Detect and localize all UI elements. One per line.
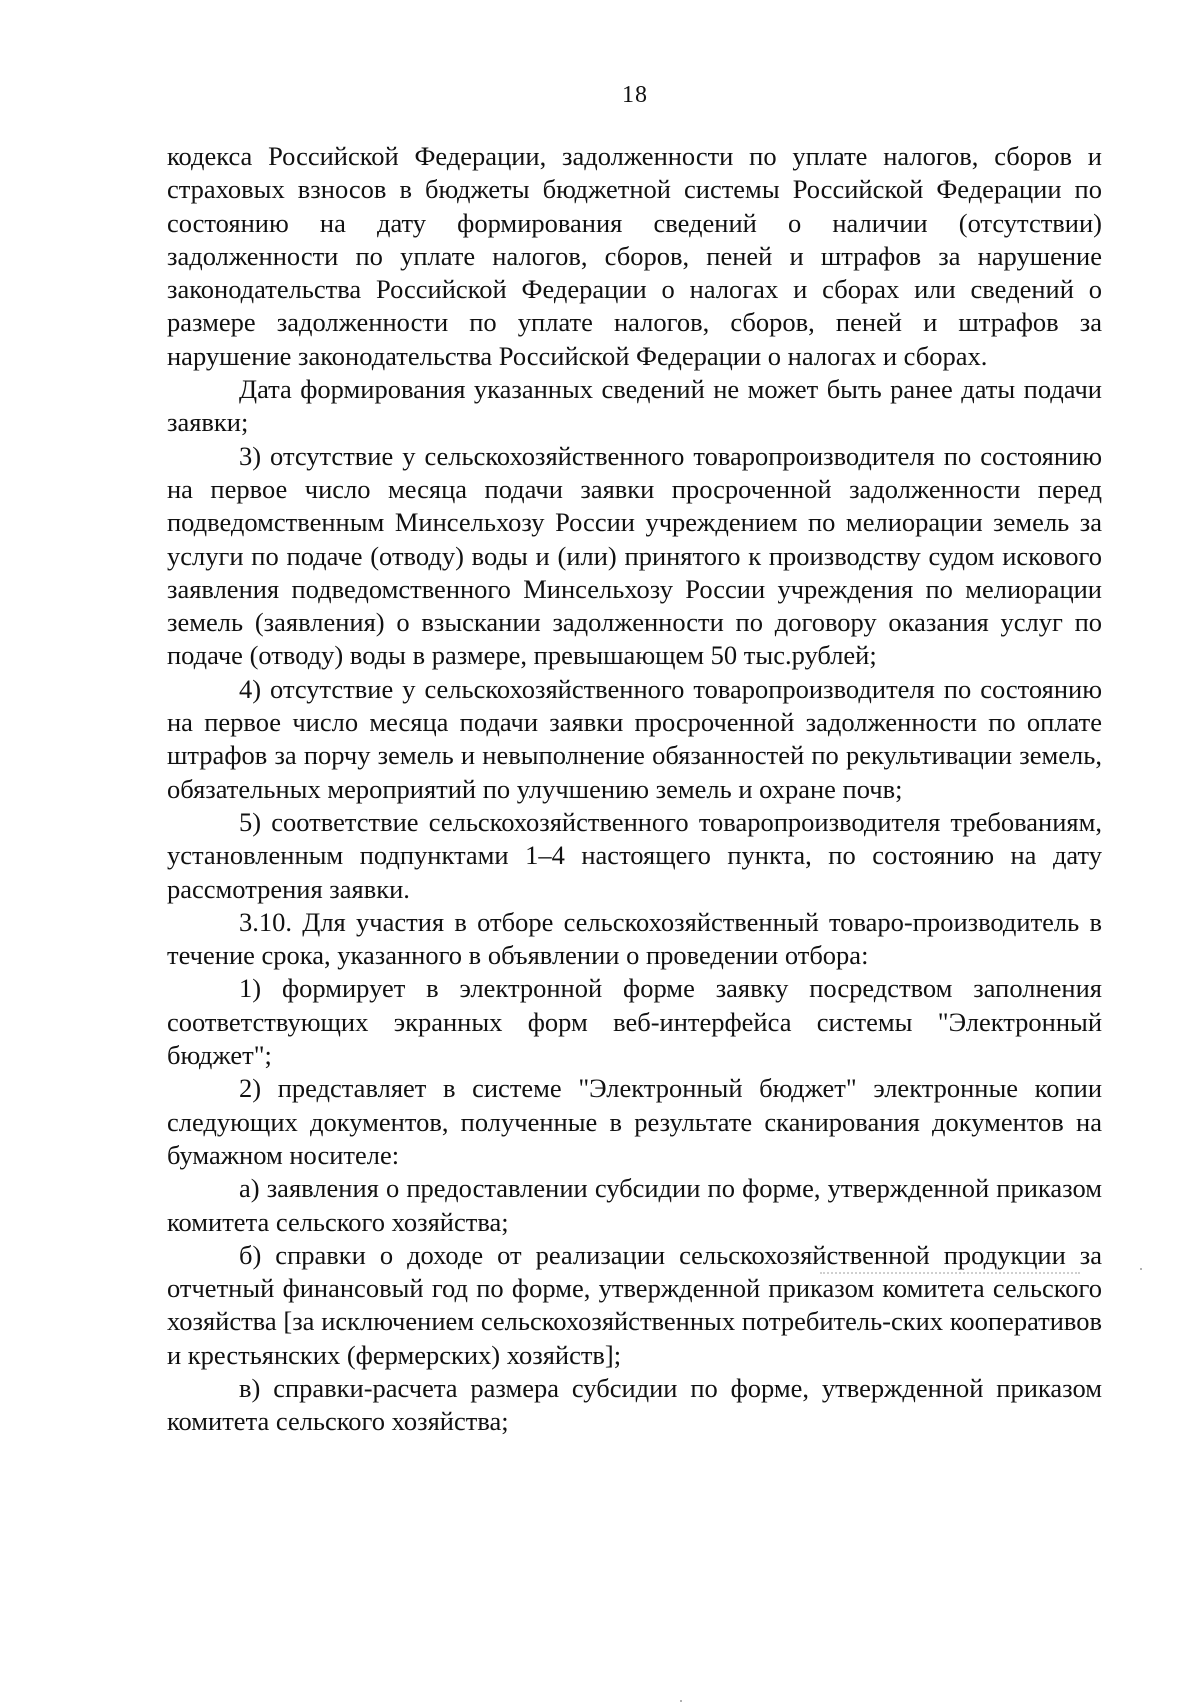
- scan-artifact-dot: [680, 1700, 682, 1702]
- paragraph-subitem-2: 2) представляет в системе "Электронный бюджет" электронные копии следующих документов, полученные в результате сканирования документов на бумажном носителе:: [167, 1073, 1102, 1170]
- paragraph-item-4: 4) отсутствие у сельскохозяйственного товаропроизводителя по состоянию на первое число месяца подачи заявки просроченной задолженности по оплате штрафов за порчу земель и невыполнение обязанностей по рекультивации земель, обязательных мероприятий по улучшению земель и охране почв;: [167, 673, 1102, 804]
- document-body: [167, 140, 1102, 1439]
- paragraph-subitem-a: а) заявления о предоставлении субсидии по форме, утвержденной приказом комитета сельского хозяйства;: [167, 1173, 1102, 1237]
- scan-artifact-dot: [1140, 1268, 1142, 1270]
- paragraph-tax-debt: кодекса Российской Федерации, задолженности по уплате налогов, сборов и страховых взносов в бюджеты бюджетной системы Российской Федерации по состоянию на дату формирования сведений о наличии (отсутствии) задолженности по уплате налогов, сборов, пеней и штрафов за нарушение законодательства Российской Федерации о налогах и сборах или сведений о размере задолженности по уплате налогов, сборов, пеней и штрафов за нарушение законодательства Российской Федерации о налогах и сборах.: [167, 141, 1102, 371]
- paragraph-subitem-1: 1) формирует в электронной форме заявку посредством заполнения соответствующих экранных форм веб-интерфейса системы "Электронный бюджет";: [167, 973, 1102, 1071]
- scan-artifact-line: [820, 1272, 1080, 1276]
- paragraph-item-5: 5) соответствие сельскохозяйственного товаропроизводителя требованиям, установленным подпунктами 1–4 настоящего пункта, по состоянию на дату рассмотрения заявки.: [167, 806, 1102, 904]
- paragraph-subitem-v: в) справки-расчета размера субсидии по форме, утвержденной приказом комитета сельского хозяйства;: [167, 1372, 1102, 1437]
- page-number: 18: [622, 82, 648, 108]
- paragraph-subitem-b: б) справки о доходе от реализации сельскохозяйственной продукции за отчетный финансовый год по форме, утвержденной приказом комитета сельского хозяйства [за исключением сельскохозяйственных потребитель-ских кооперативов и крестьянских (фермерских) хозяйств];: [167, 1239, 1102, 1370]
- paragraph-section-3-10: 3.10. Для участия в отборе сельскохозяйственный товаро-производитель в течение срока, указанного в объявлении о проведении отбора:: [167, 906, 1102, 971]
- paragraph-date-formation: Дата формирования указанных сведений не может быть ранее даты подачи заявки;: [167, 374, 1102, 438]
- paragraph-item-3: 3) отсутствие у сельскохозяйственного товаропроизводителя по состоянию на первое число месяца подачи заявки просроченной задолженности перед подведомственным Минсельхозу России учреждением по мелиорации земель за услуги по подаче (отводу) воды и (или) принятого к производству судом искового заявления подведомственного Минсельхозу России учреждения по мелиорации земель (заявления) о взыскании задолженности по договору оказания услуг по подаче (отводу) воды в размере, превышающем 50 тыс.рублей;: [167, 440, 1102, 671]
